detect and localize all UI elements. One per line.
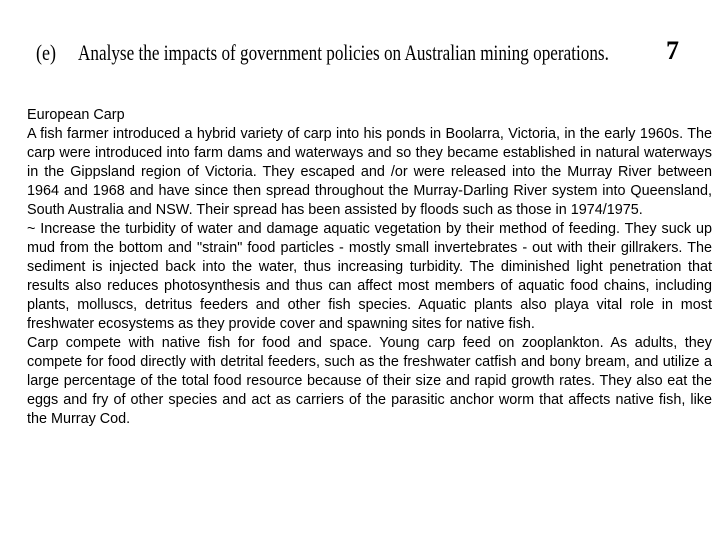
- question-text: Analyse the impacts of government policies on Australian mining operations.: [78, 40, 609, 65]
- answer-paragraph-introduction: A fish farmer introduced a hybrid variety of carp into his ponds in Boolarra, Victoria, in the early 1960s. The carp were introduced into farm dams and waterways and so they became established in natural waterways in the Gippsland region of Victoria. They escaped and /or were released into the Murray River between 1964 and 1968 and have since then spread throughout the Murray-Darling River system into Queensland, South Australia and NSW. Their spread has been assisted by floods such as those in 1974/1975.: [27, 126, 712, 218]
- question-label: (e): [36, 40, 57, 65]
- answer-body: [27, 106, 712, 429]
- answer-paragraph-turbidity: ~ Increase the turbidity of water and damage aquatic vegetation by their method of feeding. They suck up mud from the bottom and "strain" food particles - mostly small invertebrates - out with their gillrakers. The sediment is injected back into the water, thus increasing turbidity. The diminished light penetration that results also reduces photosynthesis and thus can affect most members of aquatic food chains, including plants, molluscs, detritus feeders and other fish species. Aquatic plants also playa vital role in most freshwater ecosystems as they provide cover and spawning sites for native fish.: [27, 221, 712, 332]
- question-header: [36, 36, 686, 76]
- answer-paragraph-competition: Carp compete with native fish for food and space. Young carp feed on zooplankton. As adults, they compete for food directly with detrital feeders, such as the freshwater catfish and bony bream, and utilize a large percentage of the total food resource because of their size and rapid growth rates. They also eat the eggs and fry of other species and act as carriers of the parasitic anchor worm that affects native fish, like the Murray Cod.: [27, 335, 712, 427]
- answer-heading: European Carp: [27, 107, 125, 123]
- question-marks: 7: [666, 36, 679, 65]
